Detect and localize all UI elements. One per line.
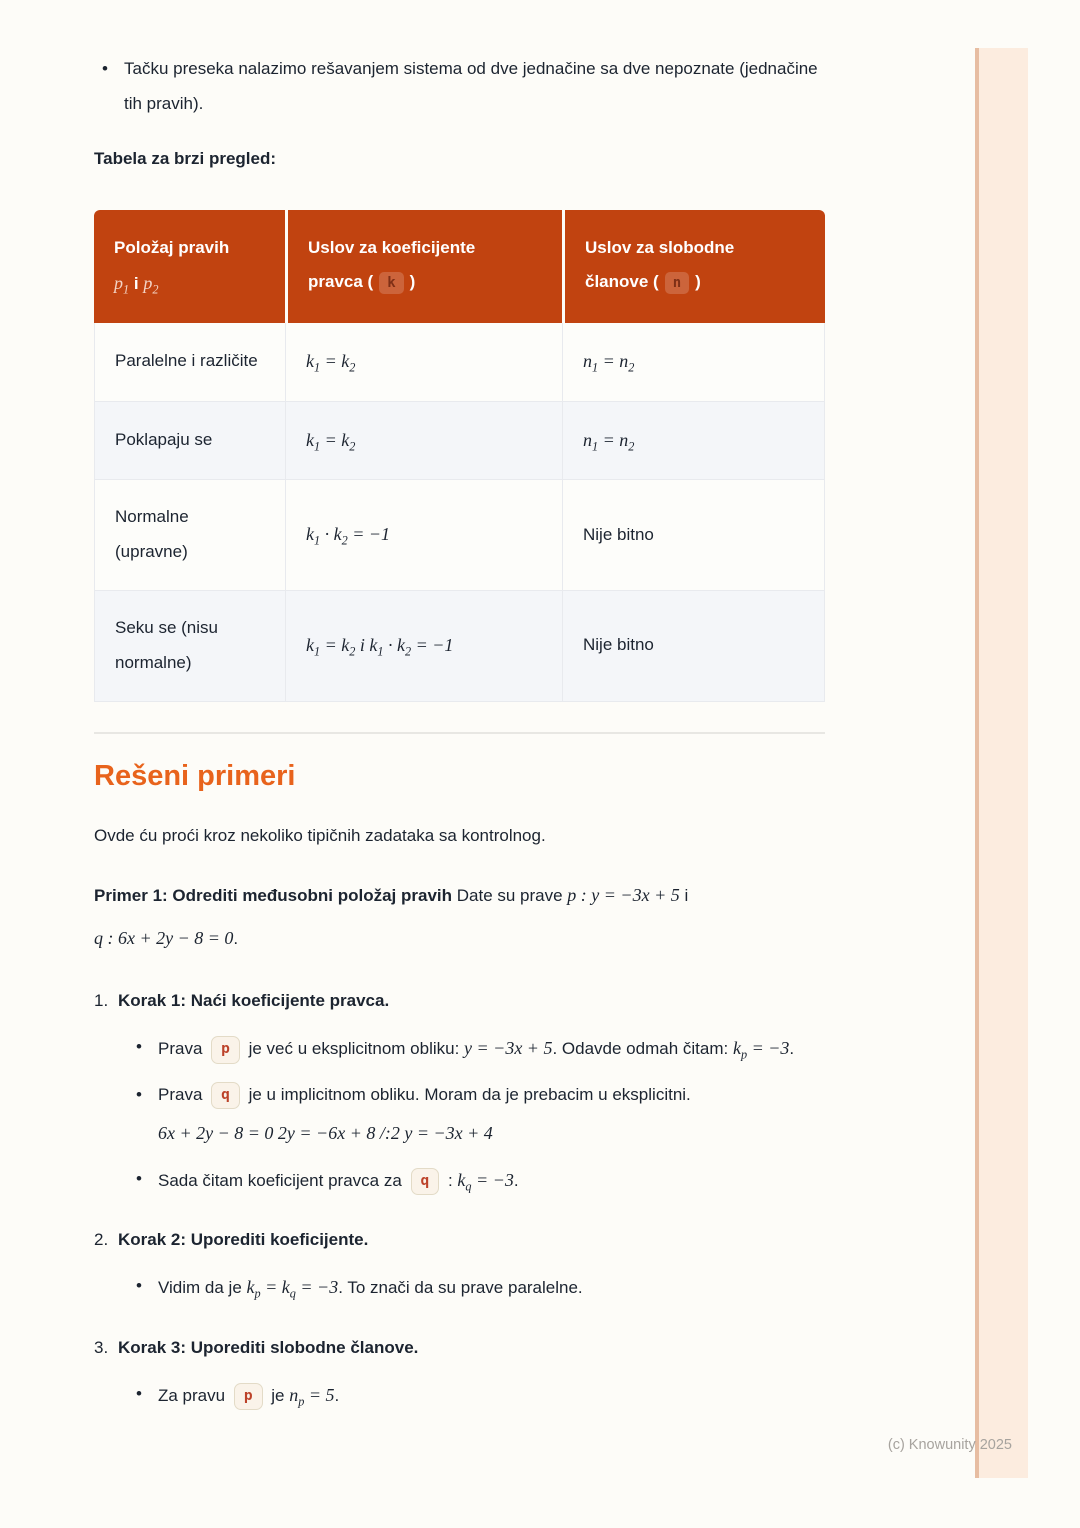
step-number: 3. [94, 1337, 109, 1357]
text-segment: je u implicitnom obliku. Moram da je prebacim u eksplicitni. [243, 1084, 691, 1104]
table-row [94, 480, 825, 591]
cell-coefficient [285, 323, 562, 402]
math-formula: $n_p = 5$ [289, 1384, 335, 1409]
text-segment: Za pravu [158, 1385, 230, 1405]
table-row [94, 402, 825, 481]
list-item [128, 1030, 825, 1068]
cell-free-term [562, 323, 825, 402]
list-item [128, 1162, 825, 1200]
header-text: članove ( [585, 271, 659, 291]
section-divider [94, 732, 825, 734]
table-row [94, 591, 825, 702]
cell-position: Paralelne i različite [94, 323, 285, 402]
header-conjunction: i [133, 273, 139, 293]
header-text: ) [409, 271, 416, 291]
step-item-2 [94, 1223, 825, 1307]
step-title: Korak 2: Uporediti koeficijente. [118, 1230, 369, 1250]
inline-code-p: p [211, 1036, 240, 1063]
step-item-1 [94, 984, 825, 1199]
text-segment: Vidim da je [158, 1278, 247, 1298]
lede-paragraph: Ovde ću proći kroz nekoliko tipičnih zadataka sa kontrolnog. [94, 825, 546, 845]
math-formula: $k_1 \cdot k_2 = -1$ [306, 524, 391, 548]
table-header-row [94, 210, 825, 323]
header-text: ) [695, 271, 701, 291]
cell-coefficient [285, 591, 562, 702]
math-formula: y = −3x + 5 [464, 1038, 553, 1059]
steps-list [94, 984, 825, 1414]
header-text: Uslov za koeficijente [308, 237, 476, 257]
text-segment: Sada čitam koeficijent pravca za [158, 1170, 407, 1190]
step-title: Korak 1: Naći koeficijente pravca. [118, 991, 390, 1011]
cell-position: Normalne (upravne) [94, 480, 285, 591]
text-segment: Prava [158, 1039, 208, 1059]
cell-free-term [562, 402, 825, 481]
section-heading: Rešeni primeri [94, 759, 296, 792]
math-p2: $p_2$ [143, 272, 159, 297]
intro-bullet-text: Tačku preseka nalazimo rešavanjem sistema od dve jednačine sa dve nepoznate (jednačine tih pravih). [124, 59, 818, 113]
math-formula: $k_1 = k_2$ i $k_1 \cdot k_2 = -1$ [306, 634, 454, 659]
step-bullet-list [128, 1269, 825, 1307]
list-item [128, 1269, 825, 1307]
cell-coefficient [285, 402, 562, 481]
text-segment: . Odavde odmah čitam: [552, 1039, 733, 1059]
step-bullet-list [128, 1030, 825, 1199]
primer1-paragraph [94, 874, 825, 960]
cell-free-term: Nije bitno [562, 591, 825, 702]
copyright-text: (c) Knowunity 2025 [887, 1437, 1012, 1453]
math-formula: $n_1 = n_2$ [583, 350, 635, 375]
header-text: Položaj pravih [114, 237, 230, 257]
text-segment: : [443, 1170, 458, 1190]
table-row [94, 323, 825, 402]
step-title: Korak 3: Uporediti slobodne članove. [118, 1337, 419, 1357]
text-segment: . [233, 928, 239, 948]
text-segment: . To znači da su prave paralelne. [338, 1278, 583, 1298]
cell-free-term: Nije bitno [562, 480, 825, 591]
intro-bullet-list [94, 52, 825, 122]
text-segment: je [266, 1385, 290, 1405]
inline-code-p: p [234, 1383, 263, 1410]
page-content [94, 0, 825, 1415]
header-text: pravca ( [308, 271, 374, 291]
cell-position: Seku se (nisu normalne) [94, 591, 285, 702]
math-formula: $k_q = -3$ [457, 1169, 514, 1194]
step-bullet-list [128, 1377, 825, 1415]
text-segment: . [513, 1170, 519, 1190]
header-cell-free-term [562, 210, 825, 323]
inline-code-q: q [411, 1168, 440, 1195]
step-number: 2. [94, 1230, 109, 1250]
math-line-q: q : 6x + 2y − 8 = 0 [94, 927, 234, 948]
math-formula: $k_p = k_q = -3$ [246, 1277, 339, 1301]
cell-coefficient [285, 480, 562, 591]
math-formula: $k_1 = k_2$ [306, 350, 356, 375]
text-segment: je već u eksplicitnom obliku: [243, 1039, 465, 1059]
inline-code-q: q [211, 1082, 240, 1109]
inline-code-n: n [665, 272, 689, 294]
inline-code-k: k [379, 272, 403, 294]
math-line-p: p : y = −3x + 5 [567, 884, 680, 905]
text-segment: Prava [158, 1084, 208, 1104]
quick-overview-table [94, 210, 825, 702]
math-p1: $p_1$ [114, 272, 130, 297]
header-cell-position [94, 210, 285, 323]
math-formula: $k_1 = k_2$ [306, 429, 356, 454]
text-segment: i [679, 885, 689, 905]
right-decoration-bar [975, 48, 1028, 1478]
list-item [94, 52, 825, 122]
header-cell-coefficient [285, 210, 562, 323]
list-item [128, 1377, 825, 1415]
primer1-title: Primer 1: Odrediti međusobni položaj pravih [94, 885, 453, 905]
text-segment: Date su prave [452, 885, 568, 905]
math-formula: $k_p = -3$ [732, 1038, 790, 1062]
math-derivation-line: 6x + 2y − 8 = 0 2y = −6x + 8 /:2 y = −3x + 4 [158, 1122, 493, 1143]
step-item-3 [94, 1331, 825, 1415]
list-item [128, 1078, 825, 1152]
text-segment: . [789, 1039, 795, 1059]
text-segment: . [334, 1385, 340, 1405]
step-number: 1. [94, 991, 109, 1011]
header-text: Uslov za slobodne [585, 237, 735, 257]
table-caption: Tabela za brzi pregled: [94, 148, 277, 168]
cell-position: Poklapaju se [94, 402, 285, 481]
math-formula: $n_1 = n_2$ [583, 429, 635, 454]
